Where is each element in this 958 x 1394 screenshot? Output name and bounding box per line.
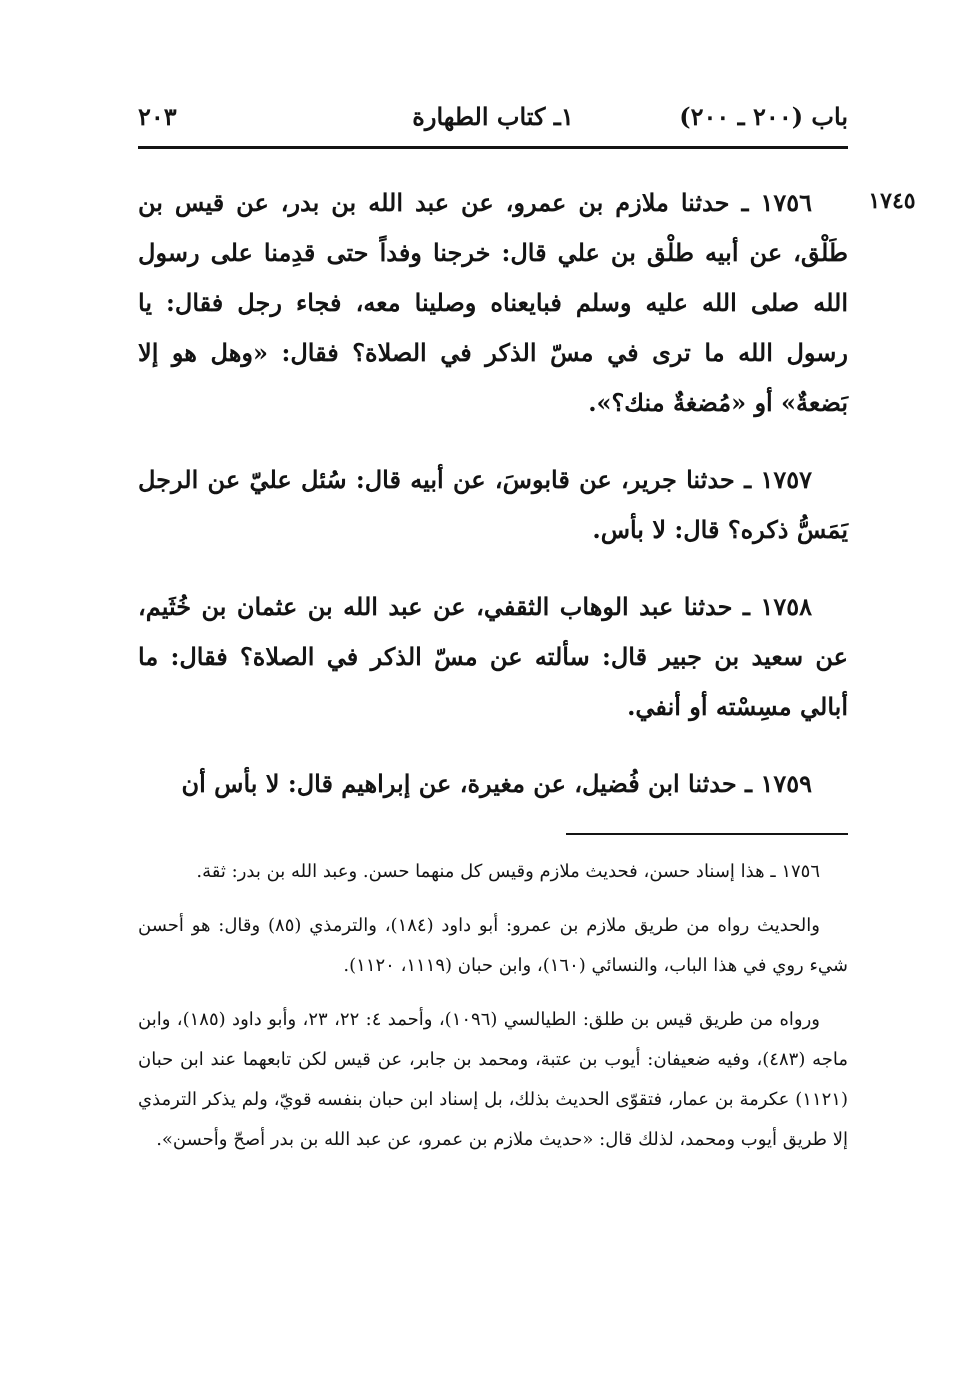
footnote-1756-sources: والحديث رواه من طريق ملازم بن عمرو: أبو داود (١٨٤)، والترمذي (٨٥) وقال: هو أحسن شيء روي في هذا الباب، والنسائي (١٦٠)، وابن حبان (١١١٩، ١١٢٠). (138, 915, 848, 976)
hadith-1757: ١٧٥٧ ـ حدثنا جرير، عن قابوسَ، عن أبيه قال: سُئل عليّ عن الرجل يَمَسُّ ذكره؟ قال: لا بأس. (138, 465, 848, 544)
hadith-1759: ١٧٥٩ ـ حدثنا ابن فُضيل، عن مغيرة، عن إبراهيم قال: لا بأس أن (181, 769, 812, 798)
footnote-1756-grading: ١٧٥٦ ـ هذا إسناد حسن، فحديث ملازم وقيس كل منهما حسن. وعبد الله بن بدر: ثقة. (196, 861, 820, 882)
page-number: ٢٠٣ (138, 102, 177, 131)
footnotes (138, 852, 848, 1160)
hadith-1758: ١٧٥٨ ـ حدثنا عبد الوهاب الثقفي، عن عبد الله بن عثمان بن خُثَيم، عن سعيد بن جبير قال: سألته عن مسّ الذكر في الصلاة؟ فقال: ما أبالي مسِسْته أو أنفي. (138, 592, 848, 721)
hadith-1756: ١٧٥٦ ـ حدثنا ملازم بن عمرو، عن عبد الله بن بدر، عن قيس بن طَلْق، عن أبيه طلْق بن علي قال: خرجنا وفداً حتى قدِمنا على رسول الله صلى الله عليه وسلم فبايعناه وصلينا معه، فجاء رجل فقال: يا رسول الله ما ترى في مسّ الذكر في الصلاة؟ فقال: «وهل هو إلا بَضعةٌ» أو «مُضغةٌ منك؟». (138, 188, 848, 417)
chapter-title: باب (٢٠٠ ـ ٢٠٠) (679, 102, 848, 131)
main-text (138, 178, 848, 809)
header-divider (138, 146, 848, 149)
book-title: ١ـ كتاب الطهارة (412, 102, 574, 131)
margin-reference-number: ١٧٤٥ (868, 188, 916, 214)
footnote-1756-chains: ورواه من طريق قيس بن طلق: الطيالسي (١٠٩٦)، وأحمد ٤: ٢٢، ٢٣، وأبو داود (١٨٥)، وابن ماجه (٤٨٣)، وفيه ضعيفان: أيوب بن عتبة، ومحمد بن جابر، عن قيس لكن تابعهما عند ابن حبان (١١٢١) عكرمة بن عمار، فتقوّى الحديث بذلك، بل إسناد ابن حبان بنفسه قويّ، ولم يذكر الترمذي إلا طريق أيوب ومحمد، لذلك قال: «حديث ملازم بن عمرو، عن عبد الله بن بدر أصحّ وأحسن». (138, 1009, 848, 1150)
footnote-divider (566, 833, 848, 835)
page-header (138, 96, 848, 142)
